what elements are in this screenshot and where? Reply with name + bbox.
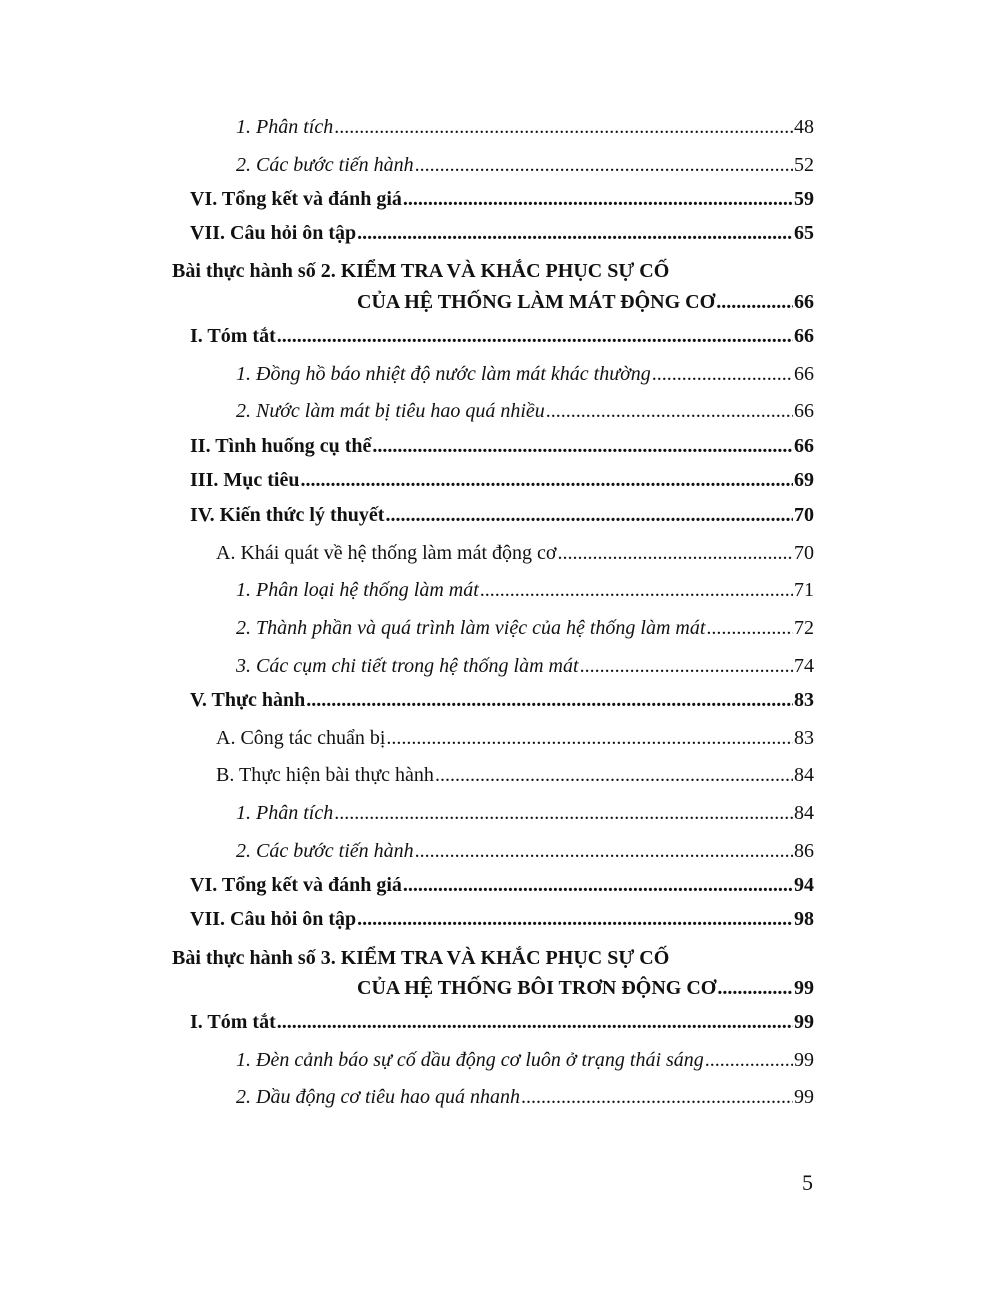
toc-entry-title: B. Thực hiện bài thực hành: [216, 764, 434, 786]
toc-entry: [216, 726, 814, 750]
toc-entry: [236, 1085, 814, 1109]
toc-entry: [216, 763, 814, 787]
leader-dots: [415, 153, 793, 177]
toc-entry: [190, 688, 814, 712]
leader-dots: [277, 1010, 793, 1034]
toc-entry-title: A. Khái quát về hệ thống làm mát động cơ: [216, 542, 557, 564]
leader-dots: [386, 726, 793, 750]
toc-entry-page: 71: [794, 579, 814, 601]
toc-entry-page: 99: [794, 1049, 814, 1071]
leader-dots: [580, 654, 793, 678]
toc-entry: [190, 503, 814, 527]
leader-dots: [277, 324, 793, 348]
toc-entry-title: III. Mục tiêu: [190, 469, 300, 491]
lesson-title-line2: CỦA HỆ THỐNG BÔI TRƠN ĐỘNG CƠ: [357, 977, 717, 999]
leader-dots: [415, 839, 793, 863]
toc-entry: [236, 801, 814, 825]
toc-entry-page: 99: [794, 1011, 814, 1033]
toc-entry-title: IV. Kiến thức lý thuyết: [190, 504, 385, 526]
toc-entry-page: 83: [794, 727, 814, 749]
toc-entry: [236, 654, 814, 678]
toc-entry-page: 66: [794, 435, 814, 457]
leader-dots: [306, 688, 793, 712]
toc-entry-page: 70: [794, 504, 814, 526]
leader-dots: [435, 763, 793, 787]
toc-entry: [236, 1048, 814, 1072]
toc-entry-page: 65: [794, 222, 814, 244]
toc-entry-page: 72: [794, 617, 814, 639]
toc-entry: [216, 541, 814, 565]
leader-dots: [652, 362, 793, 386]
toc-entry-page: 84: [794, 764, 814, 786]
toc-entry: [190, 468, 814, 492]
toc-entry: [236, 115, 814, 139]
toc-entry: [190, 221, 814, 245]
toc-entry: [236, 153, 814, 177]
toc-entry-title: A. Công tác chuẩn bị: [216, 727, 386, 749]
toc-entry-title: VI. Tổng kết và đánh giá: [190, 188, 402, 210]
toc-entry-page: 94: [794, 874, 814, 896]
leader-dots: [334, 115, 793, 139]
leader-dots: [385, 503, 793, 527]
leader-dots: [300, 468, 793, 492]
leader-dots: [357, 221, 793, 245]
toc-entry: [190, 324, 814, 348]
toc-entry-page: 66: [794, 325, 814, 347]
leader-dots: [705, 1048, 793, 1072]
leader-dots: [521, 1085, 793, 1109]
leader-dots: [706, 616, 793, 640]
toc-entry-page: 52: [794, 154, 814, 176]
lesson-title-line2: CỦA HỆ THỐNG LÀM MÁT ĐỘNG CƠ: [357, 291, 716, 313]
toc-entry: [190, 907, 814, 931]
toc-entry: [190, 187, 814, 211]
toc-entry-title: VII. Câu hỏi ôn tập: [190, 908, 357, 930]
toc-entry-page: 83: [794, 689, 814, 711]
toc-entry-title: II. Tình huống cụ thể: [190, 435, 372, 457]
toc-entry-title: 1. Đồng hồ báo nhiệt độ nước làm mát khác thường: [236, 363, 651, 385]
toc-entry-page: 59: [794, 188, 814, 210]
leader-dots: [480, 578, 793, 602]
toc-entry-title: I. Tóm tắt: [190, 1011, 276, 1033]
toc-entry-title: 2. Nước làm mát bị tiêu hao quá nhiều: [236, 400, 545, 422]
toc-entry-title: I. Tóm tắt: [190, 325, 276, 347]
toc-entry-title: VI. Tổng kết và đánh giá: [190, 874, 402, 896]
leader-dots: [372, 434, 793, 458]
toc-entry-page: 99: [794, 977, 814, 999]
toc-entry: [236, 362, 814, 386]
toc-entry-page: 74: [794, 655, 814, 677]
leader-dots: [558, 541, 794, 565]
toc-entry-page: 66: [794, 400, 814, 422]
toc-entry-title: V. Thực hành: [190, 689, 306, 711]
toc-entry-title: 2. Các bước tiến hành: [236, 840, 414, 862]
toc-entry: [236, 839, 814, 863]
toc-entry-page: 66: [794, 363, 814, 385]
toc-entry-page: 69: [794, 469, 814, 491]
toc-entry: [236, 578, 814, 602]
toc-entry-page: 66: [794, 291, 814, 313]
toc-entry-title: VII. Câu hỏi ôn tập: [190, 222, 357, 244]
lesson-title-entry: [357, 976, 814, 1000]
toc-entry-title: 3. Các cụm chi tiết trong hệ thống làm mát: [236, 655, 579, 677]
leader-dots: [357, 907, 793, 931]
toc-entry-page: 86: [794, 840, 814, 862]
lesson-title-line1: Bài thực hành số 3. KIỂM TRA VÀ KHẮC PHỤC SỰ CỐ: [172, 947, 670, 969]
leader-dots: [546, 399, 793, 423]
page-number: 5: [802, 1170, 813, 1195]
toc-entry-page: 48: [794, 116, 814, 138]
toc-entry-title: 2. Dầu động cơ tiêu hao quá nhanh: [236, 1086, 520, 1108]
toc-entry-title: 1. Phân loại hệ thống làm mát: [236, 579, 479, 601]
toc-entry: [190, 434, 814, 458]
toc-entry: [190, 873, 814, 897]
leader-dots: [403, 187, 793, 211]
toc-entry-page: 99: [794, 1086, 814, 1108]
toc-entry-page: 98: [794, 908, 814, 930]
toc-entry-title: 1. Đèn cảnh báo sự cố dầu động cơ luôn ở trạng thái sáng: [236, 1049, 704, 1071]
toc-entry-title: 1. Phân tích: [236, 802, 334, 824]
leader-dots: [717, 976, 793, 1000]
toc-entry-title: 2. Các bước tiến hành: [236, 154, 414, 176]
toc-entry: [236, 616, 814, 640]
leader-dots: [334, 801, 793, 825]
toc-entry: [236, 399, 814, 423]
toc-entry-title: 2. Thành phần và quá trình làm việc của hệ thống làm mát: [236, 617, 706, 639]
toc-entry-title: 1. Phân tích: [236, 116, 334, 138]
toc-entry-page: 70: [794, 542, 814, 564]
leader-dots: [403, 873, 793, 897]
lesson-title-entry: [357, 290, 814, 314]
leader-dots: [716, 290, 793, 314]
toc-entry: [190, 1010, 814, 1034]
lesson-title-line1: Bài thực hành số 2. KIỂM TRA VÀ KHẮC PHỤC SỰ CỐ: [172, 260, 670, 282]
toc-entry-page: 84: [794, 802, 814, 824]
